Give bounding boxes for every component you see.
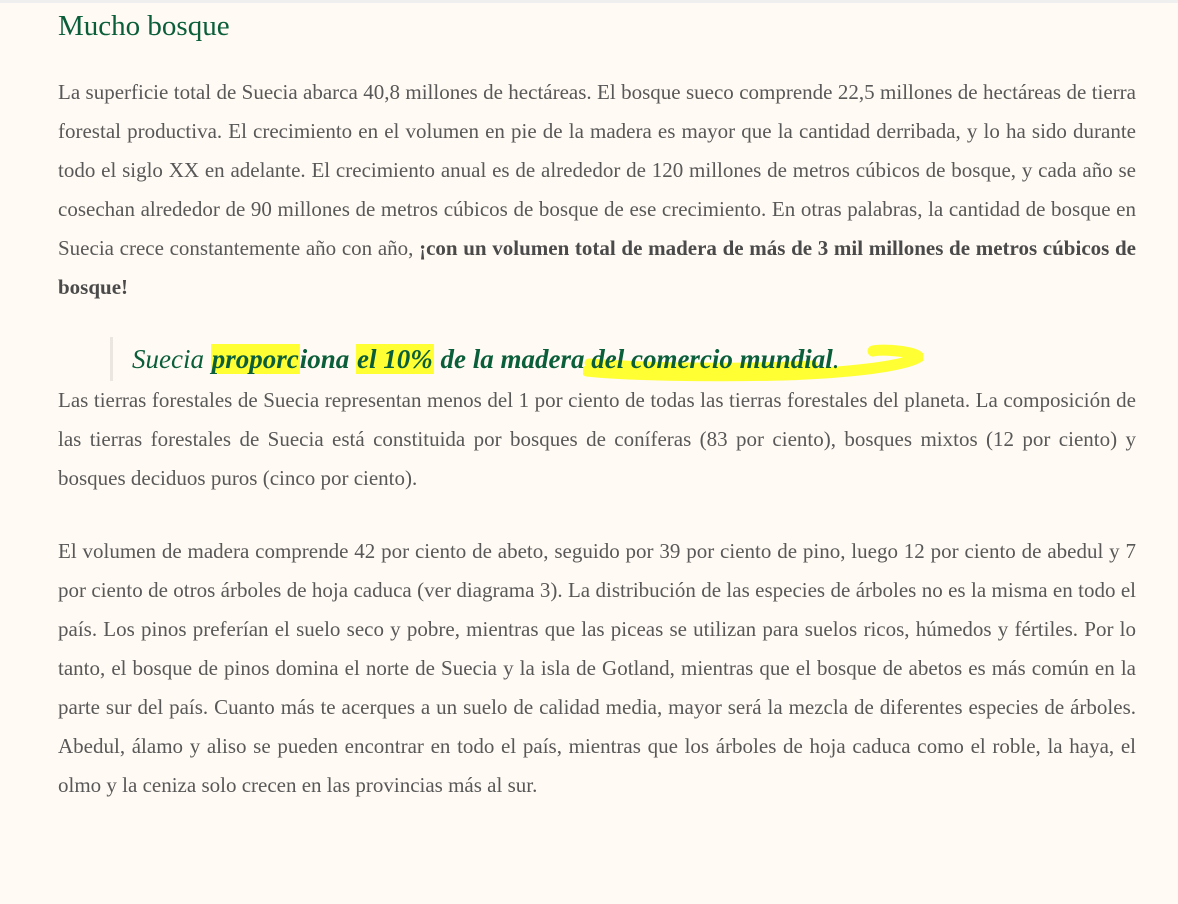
paragraph-forest-overview xyxy=(58,73,1136,307)
pull-quote xyxy=(110,337,1136,381)
paragraph-text: La superficie total de Suecia abarca 40,8 millones de hectáreas. El bosque sueco comprende 22,5 millones de hectáreas de tierra forestal productiva. El crecimiento en el volumen en pie de la madera es mayor que la cantidad derribada, y lo ha sido durante todo el siglo XX en adelante. El crecimiento anual es de alrededor de 120 millones de metros cúbicos de bosque, y cada año se cosechan alrededor de 90 millones de metros cúbicos de bosque de ese crecimiento. En otras palabras, la cantidad de bosque en Suecia crece constantemente año con año, xyxy=(58,80,1136,260)
paragraph-wood-volume: El volumen de madera comprende 42 por ciento de abeto, seguido por 39 por ciento de pino, luego 12 por ciento de abedul y 7 por ciento de otros árboles de hoja caduca (ver diagrama 3). La distribución de las especies de árboles no es la misma en todo el país. Los pinos preferían el suelo seco y pobre, mientras que las piceas se utilizan para suelos ricos, húmedos y fértiles. Por lo tanto, el bosque de pinos domina el norte de Suecia y la isla de Gotland, mientras que el bosque de abetos es más común en la parte sur del país. Cuanto más te acerques a un suelo de calidad media, mayor será la mezcla de diferentes especies de árboles. Abedul, álamo y aliso se pueden encontrar en todo el país, mientras que los árboles de hoja caduca como el roble, la haya, el olmo y la ceniza solo crecen en las provincias más al sur. xyxy=(58,539,1136,797)
quote-subject: Suecia xyxy=(132,344,211,374)
paragraph-bold-statement: ¡con un volumen total de madera de más de 3 mil millones de metros cúbicos de bosque! xyxy=(58,236,1136,299)
article xyxy=(58,6,1136,805)
section-title: Mucho bosque xyxy=(58,10,230,42)
top-divider xyxy=(0,0,1178,3)
quote-text xyxy=(132,344,839,374)
quote-period: . xyxy=(832,344,840,374)
quote-highlight-2: el 10% xyxy=(357,344,433,374)
quote-fragment: iona xyxy=(299,344,357,374)
paragraph-forest-composition: Las tierras forestales de Suecia representan menos del 1 por ciento de todas las tierras forestales del planeta. La composición de las tierras forestales de Suecia está constituida por bosques de coníferas (83 por ciento), bosques mixtos (12 por ciento) y bosques deciduos puros (cinco por ciento). xyxy=(58,388,1136,490)
quote-fragment-end: de la madera del comercio mundial xyxy=(433,344,833,374)
quote-statement xyxy=(211,344,833,374)
quote-highlight-1: proporc xyxy=(211,344,299,374)
